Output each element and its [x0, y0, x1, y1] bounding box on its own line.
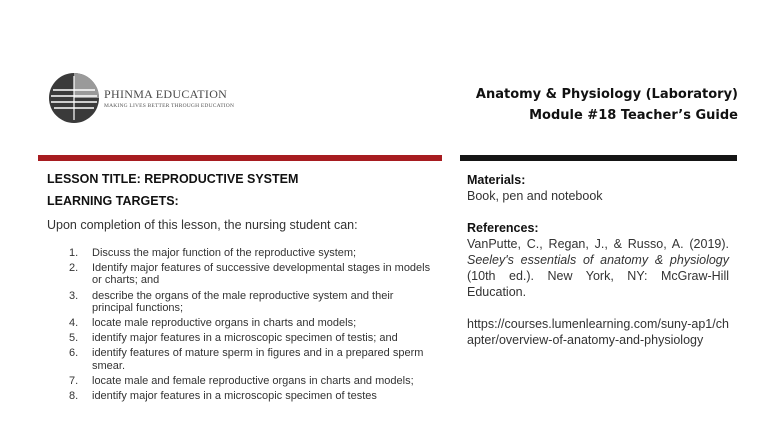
phinma-logo [48, 72, 235, 126]
list-item: 1. Discuss the major function of the reproductive system; [69, 247, 357, 259]
phinma-logo-icon [48, 72, 100, 124]
logo-tagline: MAKING LIVES BETTER THROUGH EDUCATION [104, 103, 235, 109]
list-item: 2. Identify major features of successive developmental stages in models or charts; and [69, 262, 431, 287]
list-item: 6. identify features of mature sperm in figures and in a prepared sperm smear. [69, 347, 424, 372]
references-heading: References: [467, 221, 539, 235]
list-item: 3. describe the organs of the male reproductive system and their principal functions; [69, 289, 394, 314]
list-item: 5. identify major features in a microscopic specimen of testis; and [69, 332, 398, 345]
module-title: Module #18 Teacher’s Guide [529, 108, 738, 123]
divider-red [38, 155, 442, 161]
list-item: 4. locate male reproductive organs in charts and models; [69, 317, 357, 330]
list-item: 8. identify major features in a microscopic specimen of testes [69, 390, 377, 403]
learning-targets-list [47, 247, 432, 402]
document-header [476, 84, 738, 126]
lesson-title: LESSON TITLE: REPRODUCTIVE SYSTEM [47, 172, 299, 186]
intro-text: Upon completion of this lesson, the nursing student can: [47, 218, 358, 232]
list-item: 7. locate male and female reproductive organs in charts and models; [69, 374, 414, 387]
subject-title: Anatomy & Physiology (Laboratory) [475, 87, 738, 102]
divider-black [460, 155, 737, 161]
lesson-column [47, 172, 432, 405]
materials-text: Book, pen and notebook [467, 189, 603, 203]
logo-name: PHINMA EDUCATION [104, 87, 228, 101]
reference-citation: VanPutte, C., Regan, J., & Russo, A. (2019). Seeley's essentials of anatomy & physiology (10th ed.). New York, NY: McGraw-Hill Education. [467, 237, 729, 299]
reference-url[interactable]: https://courses.lumenlearning.com/suny-ap1/chapter/overview-of-anatomy-and-physiology [467, 317, 729, 347]
materials-heading: Materials: [467, 173, 526, 187]
resources-column [467, 172, 729, 348]
learning-targets-heading: LEARNING TARGETS: [47, 194, 179, 208]
reference-book-title: Seeley's essentials of anatomy & physiology [467, 253, 729, 267]
